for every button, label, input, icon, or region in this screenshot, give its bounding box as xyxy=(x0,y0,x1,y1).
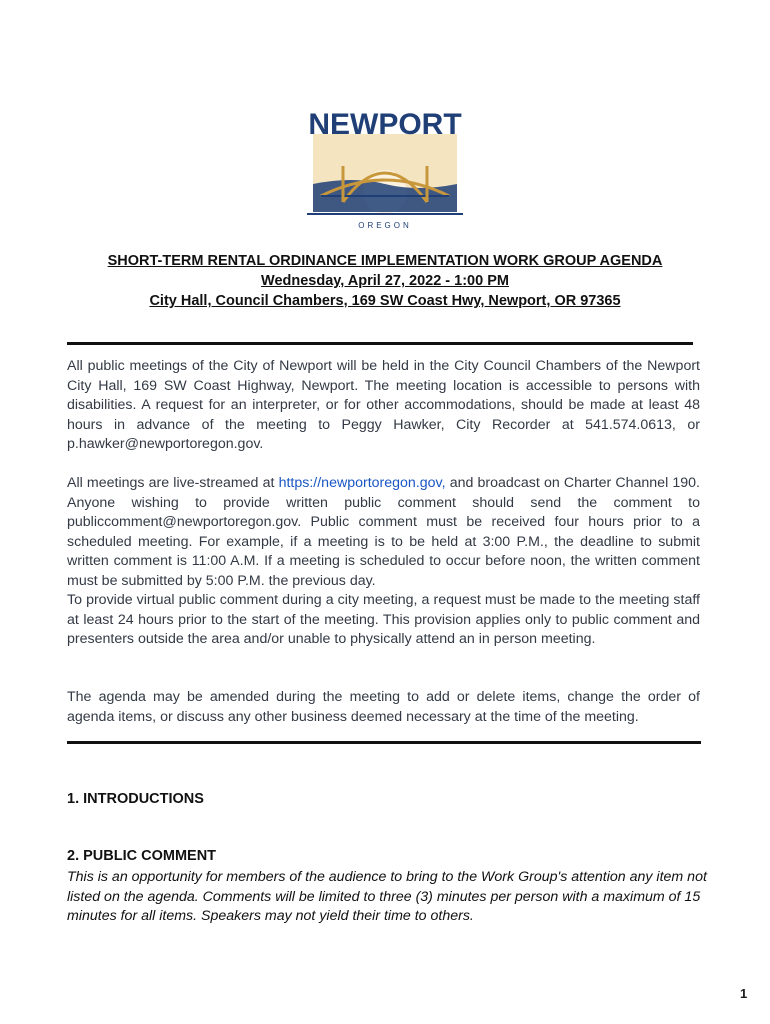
newport-oregon-logo xyxy=(303,104,467,232)
livestream-paragraph xyxy=(67,474,700,650)
logo-wordmark: NEWPORT xyxy=(308,108,462,141)
logo-subtitle: OREGON xyxy=(358,221,412,230)
agenda-item-public-comment: 2. PUBLIC COMMENT xyxy=(67,848,217,864)
written-comment-text: and broadcast on Charter Channel 190. Anyone wishing to provide written public comment should send the comment to publiccomment@newportoregon.gov. Public comment must be received four hours prior to a scheduled meeting. For example, if a meeting is to be held at 3:00 P.M., the deadline to submit written comment is 11:00 A.M. If a meeting is scheduled to occur before noon, the written comment must be submitted by 5:00 P.M. the previous day. xyxy=(67,475,700,589)
agenda-title: SHORT-TERM RENTAL ORDINANCE IMPLEMENTATION WORK GROUP AGENDA xyxy=(107,253,663,269)
virtual-comment-text: To provide virtual public comment during a city meeting, a request must be made to the meeting staff at least 24 hours prior to the start of the meeting. This provision applies only to public comment and presenters outside the area and/or unable to physically attend an in person meeting. xyxy=(67,592,700,647)
amendment-paragraph: The agenda may be amended during the meeting to add or delete items, change the order of agenda items, or discuss any other business deemed necessary at the time of the meeting. xyxy=(67,689,700,725)
accessibility-paragraph: All public meetings of the City of Newport will be held in the City Council Chambers of the Newport City Hall, 169 SW Coast Highway, Newport. The meeting location is accessible to persons with disabilities. A request for an interpreter, or for other accommodations, should be made at least 48 hours in advance of the meeting to Peggy Hawker, City Recorder at 541.574.0613, or p.hawker@newportoregon.gov. xyxy=(67,358,700,452)
public-comment-note: This is an opportunity for members of the audience to bring to the Work Group's attention any item not listed on the agenda. Comments will be limited to three (3) minutes per person with a maximum of 15 minutes for all items. Speakers may not yield their time to others. xyxy=(67,869,707,924)
info-divider xyxy=(67,741,701,744)
livestream-text: All meetings are live-streamed at xyxy=(67,475,279,491)
meeting-location: City Hall, Council Chambers, 169 SW Coast Hwy, Newport, OR 97365 xyxy=(149,293,621,309)
page-number: 1 xyxy=(740,986,748,1001)
city-website-link[interactable]: https://newportoregon.gov, xyxy=(278,475,446,491)
meeting-date: Wednesday, April 27, 2022 - 1:00 PM xyxy=(261,273,509,289)
header-divider xyxy=(67,342,693,345)
agenda-item-introductions: 1. INTRODUCTIONS xyxy=(67,791,204,807)
